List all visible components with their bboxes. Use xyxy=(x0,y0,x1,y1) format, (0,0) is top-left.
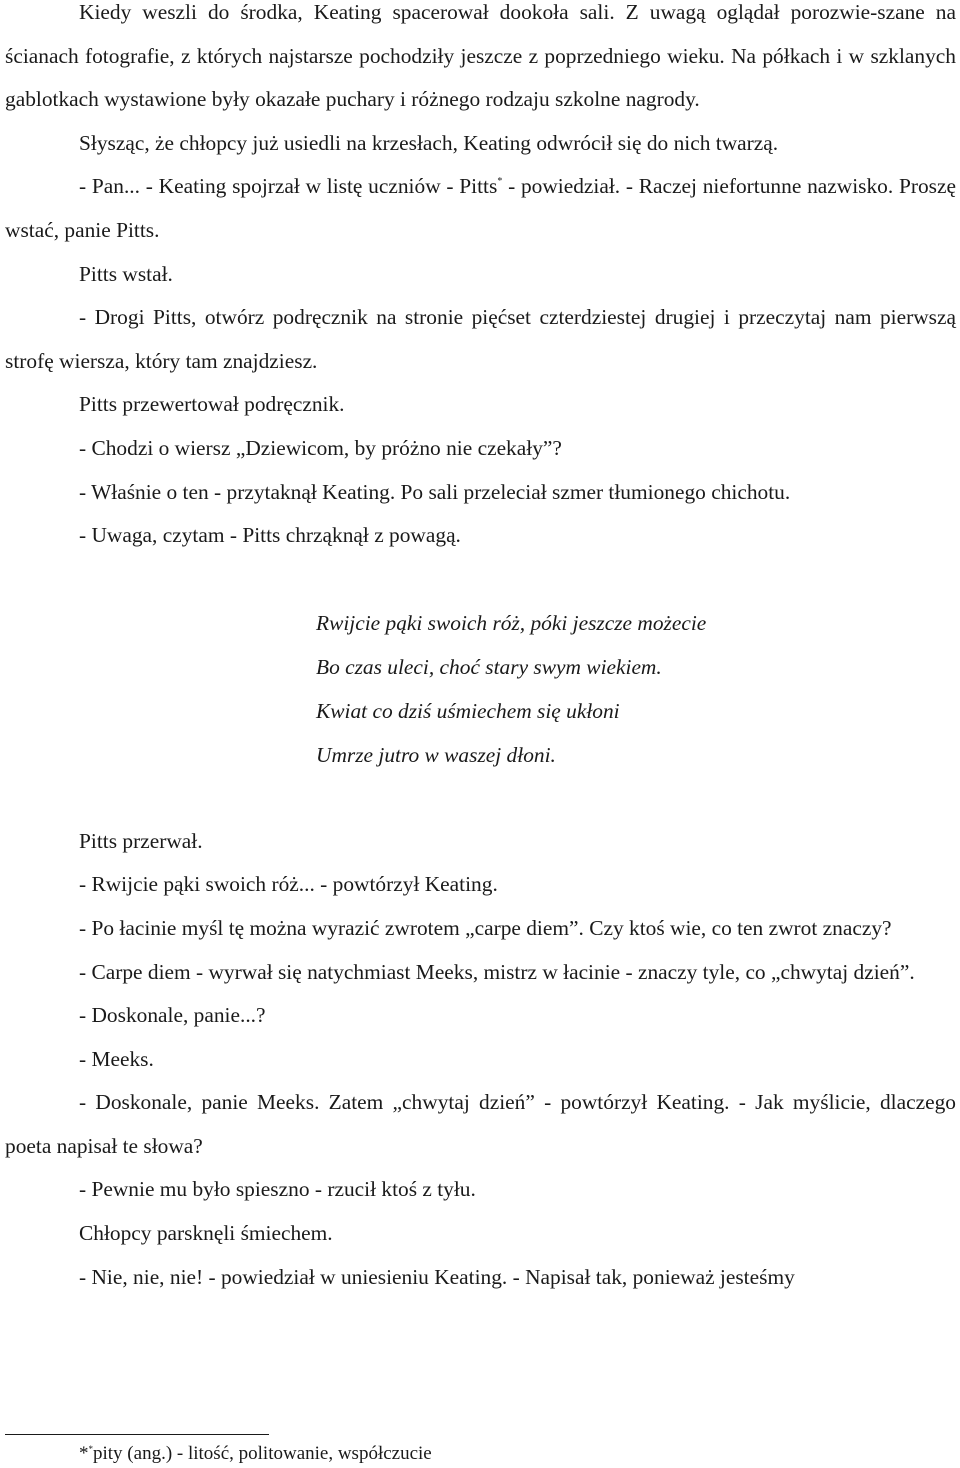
poem-line: Rwijcie pąki swoich róż, póki jeszcze możecie xyxy=(316,610,707,635)
poem-line: Kwiat co dziś uśmiechem się ukłoni xyxy=(316,698,620,723)
paragraph: Chłopcy parsknęli śmiechem. xyxy=(79,1221,333,1246)
footnote-text: pity (ang.) - litość, politowanie, współczucie xyxy=(93,1443,432,1464)
paragraph-text: - powiedział. - Raczej niefortunne nazwisko. Proszę wstać, panie Pitts. xyxy=(5,174,956,242)
paragraph: - Nie, nie, nie! - powiedział w uniesieniu Keating. - Napisał tak, ponieważ jesteśmy xyxy=(79,1264,795,1289)
paragraph: - Drogi Pitts, otwórz podręcznik na stronie pięćset czterdziestej drugiej i przeczytaj nam pierwszą strofę wiersza, który tam znajdziesz. xyxy=(5,305,956,373)
paragraph: - Po łacinie myśl tę można wyrazić zwrotem „carpe diem”. Czy ktoś wie, co ten zwrot znaczy? xyxy=(79,915,892,940)
footnote-mark: * xyxy=(79,1443,89,1464)
paragraph: - Chodzi o wiersz „Dziewicom, by próżno nie czekały”? xyxy=(79,435,562,460)
footnote-sup-mark: * xyxy=(88,1444,93,1454)
paragraph: - Meeks. xyxy=(79,1046,154,1071)
document-page xyxy=(5,0,956,1299)
paragraph-intro: Kiedy weszli do środka, Keating spacerował dookoła sali. Z uwagą oglądał porozwie-szane na ścianach fotografie, z których najstarsze pochodziły jeszcze z poprzedniego wieku. Na półkach i w szklanych gablotkach wystawione były okazałe puchary i różnego rodzaju szkolne nagrody. xyxy=(5,0,956,112)
paragraph: Pitts przerwał. xyxy=(79,828,203,853)
poem-stanza xyxy=(5,601,956,777)
paragraph: Pitts przewertował podręcznik. xyxy=(79,392,345,417)
footnote-marker: * xyxy=(497,176,503,188)
paragraph: Pitts wstał. xyxy=(79,261,173,286)
paragraph-text: - Pan... - Keating spojrzał w listę uczniów - Pitts xyxy=(79,174,498,199)
paragraph-with-footnote xyxy=(5,165,956,252)
paragraph: - Doskonale, panie...? xyxy=(79,1003,266,1028)
paragraph: - Rwijcie pąki swoich róż... - powtórzył Keating. xyxy=(79,872,498,897)
paragraph: - Carpe diem - wyrwał się natychmiast Meeks, mistrz w łacinie - znaczy tyle, co „chwytaj dzień”. xyxy=(79,959,915,984)
footnote-divider xyxy=(5,1434,269,1435)
paragraph: - Uwaga, czytam - Pitts chrząknął z powagą. xyxy=(79,523,461,548)
poem-line: Umrze jutro w waszej dłoni. xyxy=(316,742,556,767)
paragraph: Słysząc, że chłopcy już usiedli na krzesłach, Keating odwrócił się do nich twarzą. xyxy=(79,130,779,155)
paragraph: - Właśnie o ten - przytaknął Keating. Po sali przeleciał szmer tłumionego chichotu. xyxy=(79,479,791,504)
footnote xyxy=(79,1441,432,1467)
poem-line: Bo czas uleci, choć stary swym wiekiem. xyxy=(316,654,662,679)
paragraph: - Doskonale, panie Meeks. Zatem „chwytaj dzień” - powtórzył Keating. - Jak myślicie, dlaczego poeta napisał te słowa? xyxy=(5,1090,956,1158)
paragraph: - Pewnie mu było spieszno - rzucił ktoś z tyłu. xyxy=(79,1177,476,1202)
